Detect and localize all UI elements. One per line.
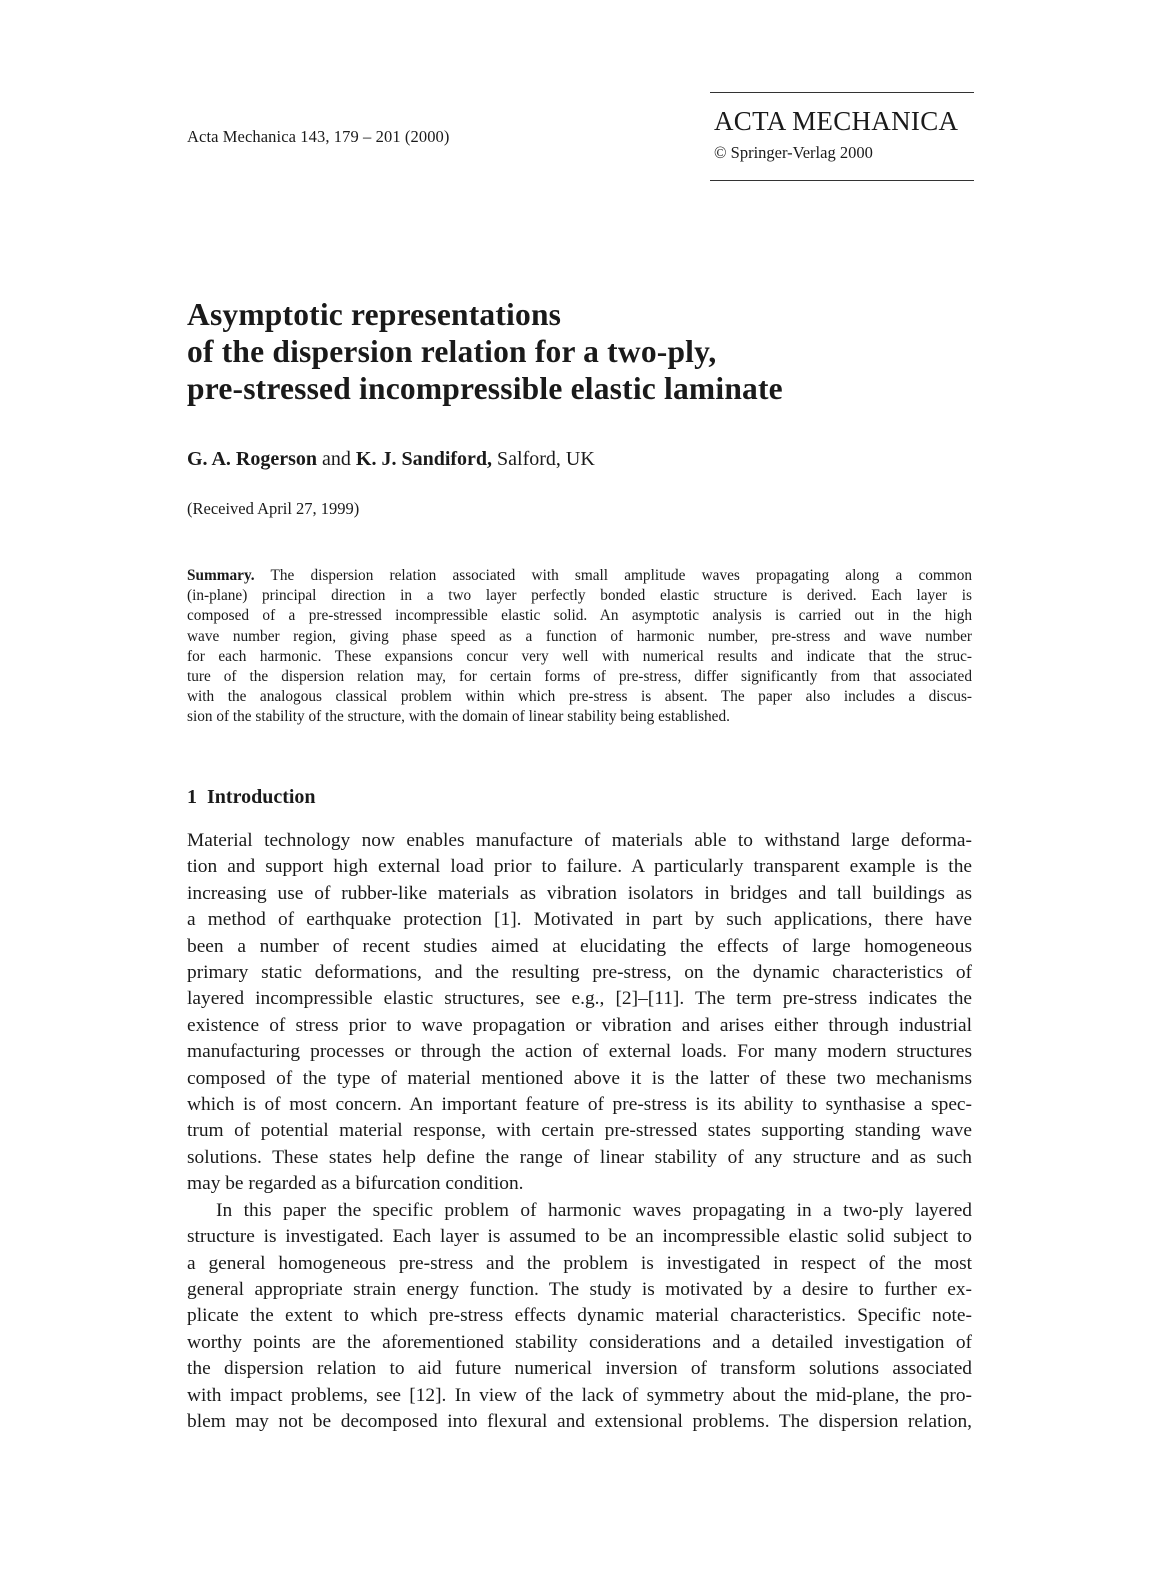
copyright-notice: © Springer-Verlag 2000 — [714, 143, 873, 162]
title-line: Asymptotic representations — [187, 297, 562, 332]
paragraph — [187, 1198, 972, 1436]
journal-masthead — [710, 92, 974, 181]
journal-name: ACTA MECHANICA — [714, 106, 959, 136]
body-line: solutions. These states help define the range of linear stability of any structure and as such — [187, 1146, 972, 1168]
section-number: 1 — [187, 786, 197, 808]
author-connector: and — [322, 448, 351, 470]
body-line: composed of the type of material mentioned above it is the latter of these two mechanisms — [187, 1067, 972, 1089]
summary-line: (in-plane) principal direction in a two layer perfectly bonded elastic structure is derived. Each layer is — [187, 587, 972, 605]
summary-line: sion of the stability of the structure, with the domain of linear stability being established. — [187, 708, 730, 726]
body-line: with impact problems, see [12]. In view of the lack of symmetry about the mid-plane, the pro- — [187, 1384, 972, 1406]
title-line: pre-stressed incompressible elastic laminate — [187, 371, 783, 406]
body-line: increasing use of rubber-like materials as vibration isolators in bridges and tall buildings as — [187, 882, 972, 904]
section-title: Introduction — [207, 786, 316, 808]
body-line: a method of earthquake protection [1]. Motivated in part by such applications, there have — [187, 909, 972, 931]
summary-line: composed of a pre-stressed incompressible elastic solid. An asymptotic analysis is carried out in the high — [187, 607, 972, 625]
body-line: layered incompressible elastic structures, see e.g., [2]–[11]. The term pre-stress indicates the — [187, 988, 972, 1010]
body-line: which is of most concern. An important feature of pre-stress is its ability to synthasise a spec- — [187, 1094, 972, 1116]
author-location: Salford, UK — [497, 448, 595, 470]
author-name: K. J. Sandiford, — [355, 448, 493, 470]
author-line — [187, 448, 595, 471]
summary-label: Summary. — [187, 567, 255, 584]
introduction-body — [187, 828, 972, 1435]
body-line: plicate the extent to which pre-stress effects dynamic material characteristics. Specific note- — [187, 1305, 972, 1327]
received-date: (Received April 27, 1999) — [187, 499, 360, 518]
body-line: may be regarded as a bifurcation condition. — [187, 1173, 524, 1195]
body-line: a general homogeneous pre-stress and the problem is investigated in respect of the most — [187, 1252, 972, 1274]
body-line: structure is investigated. Each layer is assumed to be an incompressible elastic solid subject to — [187, 1226, 972, 1248]
paragraph — [187, 828, 972, 1198]
body-line: worthy points are the aforementioned stability considerations and a detailed investigation of — [187, 1331, 972, 1353]
masthead-bottom-rule — [710, 180, 974, 181]
summary-block — [187, 566, 972, 728]
body-line: trum of potential material response, with certain pre-stressed states supporting standing wave — [187, 1120, 972, 1142]
body-line: tion and support high external load prior to failure. A particularly transparent example is the — [187, 856, 972, 878]
body-line: the dispersion relation to aid future numerical inversion of transform solutions associated — [187, 1358, 972, 1380]
body-line: blem may not be decomposed into flexural and extensional problems. The dispersion relation, — [187, 1410, 972, 1432]
body-line: manufacturing processes or through the action of external loads. For many modern structures — [187, 1041, 972, 1063]
section-heading-introduction — [187, 786, 316, 809]
body-line: primary static deformations, and the resulting pre-stress, on the dynamic characteristics of — [187, 962, 972, 984]
summary-line: wave number region, giving phase speed as a function of harmonic number, pre-stress and wave number — [187, 627, 972, 645]
summary-line: for each harmonic. These expansions concur very well with numerical results and indicate that the struc- — [187, 647, 972, 665]
paper-title — [187, 296, 783, 407]
body-line: general appropriate strain energy function. The study is motivated by a desire to further ex- — [187, 1278, 972, 1300]
body-line: Material technology now enables manufacture of materials able to withstand large deforma- — [187, 830, 972, 851]
summary-line: with the analogous classical problem within which pre-stress is absent. The paper also includes a discus- — [187, 688, 972, 706]
summary-line: ture of the dispersion relation may, for certain forms of pre-stress, differ significantly from that associated — [187, 668, 972, 686]
masthead-top-rule — [710, 92, 974, 93]
body-line: been a number of recent studies aimed at elucidating the effects of large homogeneous — [187, 935, 972, 957]
summary-line — [187, 566, 972, 586]
journal-citation: Acta Mechanica 143, 179 – 201 (2000) — [187, 127, 450, 146]
body-line: existence of stress prior to wave propagation or vibration and arises either through industrial — [187, 1014, 972, 1036]
title-line: of the dispersion relation for a two-ply, — [187, 334, 717, 369]
summary-text: The dispersion relation associated with small amplitude waves propagating along a common — [270, 567, 972, 584]
body-line: In this paper the specific problem of harmonic waves propagating in a two-ply layered — [216, 1199, 972, 1221]
author-name: G. A. Rogerson — [187, 448, 317, 470]
